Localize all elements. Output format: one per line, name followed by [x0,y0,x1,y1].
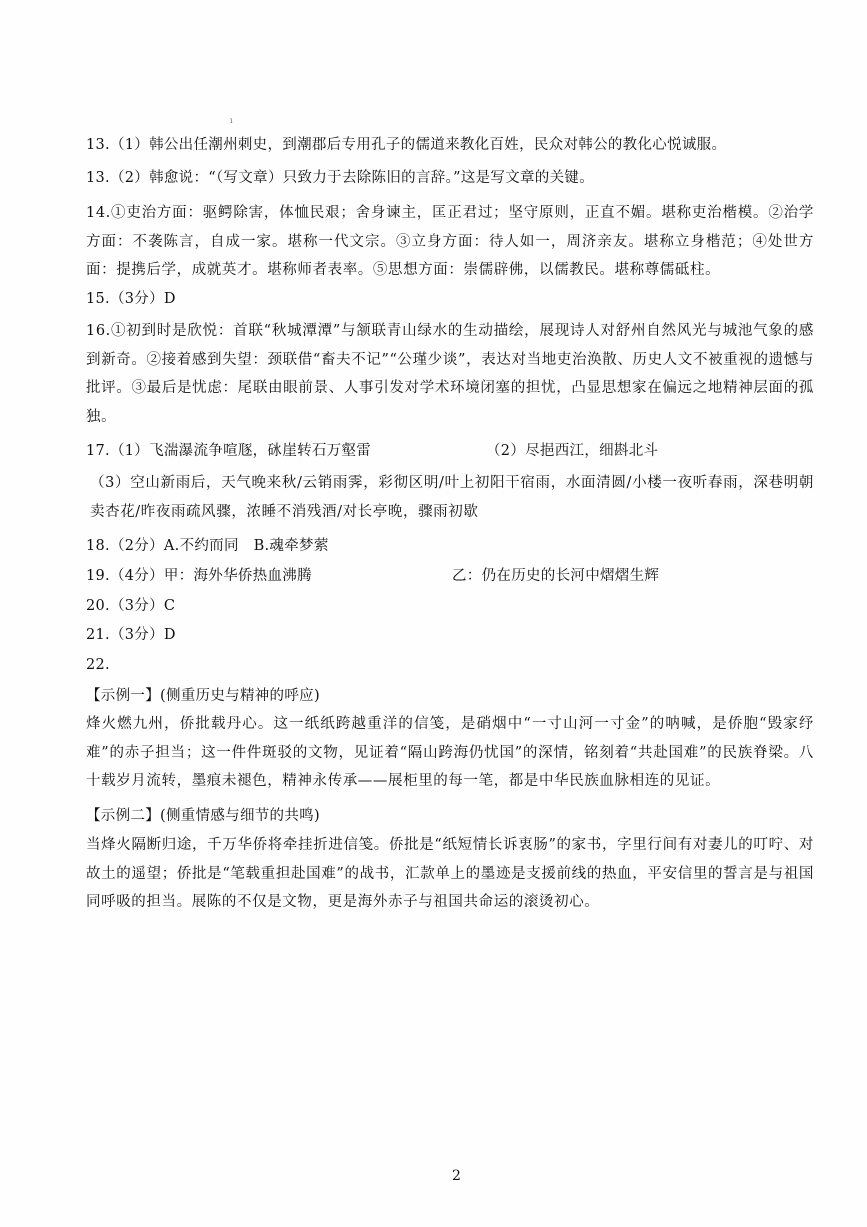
answer-21: 21.（3分）D [86,627,176,643]
answer-13-1: 13.（1）韩公出任潮州刺史，到潮郡后专用孔子的儒道来教化百姓，民众对韩公的教化心悦诚服。 [86,137,727,153]
page-number: 2 [452,1168,461,1184]
answer-15: 15.（3分）D [86,291,176,307]
example-2-body: 当烽火隔断归途，千万华侨将牵挂折进信笺。侨批是“纸短情长诉衷肠”的家书，字里行间有对妻儿的叮咛、对故土的遥望；侨批是“笔载重担赴国难”的战书，汇款单上的墨迹是支援前线的热血，平安信里的誓言是与祖国同呼吸的担当。展陈的不仅是文物，更是海外赤子与祖国共命运的滚烫初心。 [86,837,814,910]
scan-speck: ı [230,116,233,125]
answer-19-b: 乙：仍在历史的长河中熠熠生辉 [452,568,660,584]
answer-18: 18.（2分）A.不约而同 B.魂牵梦萦 [86,538,329,554]
answer-20: 20.（3分）C [86,598,176,614]
answer-14: 14.①吏治方面：驱鳄除害，体恤民艰；舍身谏主，匡正君过；坚守原则，正直不媚。堪称吏治楷模。②治学方面：不袭陈言，自成一家。堪称一代文宗。③立身方面：待人如一，周济亲友。堪称立身楷范；④处世方面：提携后学，成就英才。堪称师者表率。⑤思想方面：崇儒辟佛，以儒教民。堪称尊儒砥柱。 [86,205,814,278]
answer-17-3: （3）空山新雨后，天气晚来秋/云销雨霁，彩彻区明/叶上初阳干宿雨，水面清圆/小楼一夜听春雨，深巷明朝卖杏花/昨夜雨疏风骤，浓睡不消残酒/对长亭晚，骤雨初歇 [90,475,814,520]
example-2-title: 【示例二】(侧重情感与细节的共鸣) [86,808,320,824]
answer-19-a: 19.（4分）甲：海外华侨热血沸腾 [86,568,312,584]
answer-13-2: 13.（2）韩愈说：“（写文章）只致力于去除陈旧的言辞。”这是写文章的关键。 [86,170,595,186]
answer-16: 16.①初到时是欣悦：首联“秋城潭潭”与颔联青山绿水的生动描绘，展现诗人对舒州自然风光与城池气象的感到新奇。②接着感到失望：颈联借“畜夫不记”“公瑾少谈”，表达对当地吏治涣散、历史人文不被重视的遗憾与批评。③最后是忧虑：尾联由眼前景、人事引发对学术环境闭塞的担忧，凸显思想家在偏远之地精神层面的孤独。 [86,323,814,425]
example-1-body: 烽火燃九州，侨批载丹心。这一纸纸跨越重洋的信笺，是硝烟中“一寸山河一寸金”的呐喊，是侨胞“毁家纾难”的赤子担当；这一件件斑驳的文物，见证着“隔山跨海仍忧国”的深情，铭刻着“共赴国难”的民族脊梁。八十载岁月流转，墨痕未褪色，精神永传承——展柜里的每一笔，都是中华民族血脉相连的见证。 [86,716,814,789]
answer-17-2: （2）尽挹西江，细斟北斗 [486,443,659,459]
example-1-title: 【示例一】(侧重历史与精神的呼应) [86,688,320,704]
answer-17-1: 17.（1）飞湍瀑流争喧豗，砯崖转石万壑雷 [86,443,372,459]
answer-22: 22. [86,657,110,673]
